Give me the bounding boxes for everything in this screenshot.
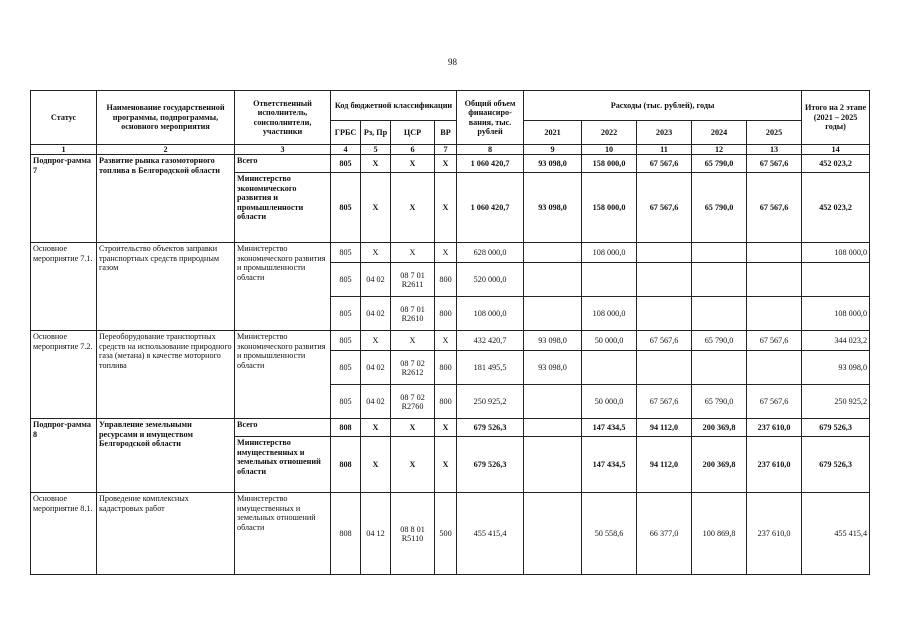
- cell-2021: [524, 297, 582, 331]
- cell-stage-total: 250 925,2: [802, 385, 870, 419]
- cell-total: 520 000,0: [457, 263, 524, 297]
- cell-stage-total: 452 023,2: [802, 173, 870, 243]
- cell-grbs: 805: [331, 173, 361, 243]
- cell-stage-total: 679 526,3: [802, 419, 870, 437]
- row-name: Строительство объектов заправки транспортных средств природным газом: [97, 243, 235, 331]
- header-csr: ЦСР: [391, 121, 435, 145]
- cell-grbs: 805: [331, 351, 361, 385]
- column-number: 11: [637, 145, 692, 155]
- cell-stage-total: 452 023,2: [802, 155, 870, 173]
- cell-rzpr: Х: [361, 173, 391, 243]
- cell-2022: 108 000,0: [582, 297, 637, 331]
- row-status: Основное мероприятие 8.1.: [31, 493, 97, 575]
- cell-2025: 67 567,6: [747, 155, 802, 173]
- row-responsible: Министерство имущественных и земельных отношений области: [235, 493, 331, 575]
- cell-csr: 08 7 01 R2611: [391, 263, 435, 297]
- cell-2023: 67 567,6: [637, 173, 692, 243]
- cell-total: 250 925,2: [457, 385, 524, 419]
- cell-2022: 50 558,6: [582, 493, 637, 575]
- cell-2023: 66 377,0: [637, 493, 692, 575]
- row-responsible: Министерство экономического развития и промышленности области: [235, 243, 331, 331]
- cell-vr: 800: [435, 351, 457, 385]
- cell-2023: 94 112,0: [637, 437, 692, 493]
- cell-2025: [747, 263, 802, 297]
- cell-vr: Х: [435, 331, 457, 351]
- cell-total: 108 000,0: [457, 297, 524, 331]
- cell-rzpr: 04 02: [361, 263, 391, 297]
- cell-2022: [582, 263, 637, 297]
- cell-2025: [747, 243, 802, 263]
- header-status: Статус: [31, 91, 97, 145]
- cell-2021: 93 098,0: [524, 173, 582, 243]
- cell-2025: 67 567,6: [747, 173, 802, 243]
- column-number: 9: [524, 145, 582, 155]
- table-row: [31, 243, 870, 263]
- header-year-2025: 2025: [747, 121, 802, 145]
- header-total: Общий объем финансиро-вания, тыс. рублей: [457, 91, 524, 145]
- cell-rzpr: 04 02: [361, 297, 391, 331]
- cell-2022: 158 000,0: [582, 173, 637, 243]
- cell-csr: Х: [391, 243, 435, 263]
- cell-2022: 147 434,5: [582, 419, 637, 437]
- row-name: Проведение комплексных кадастровых работ: [97, 493, 235, 575]
- row-responsible: Министерство экономического развития и промышленности области: [235, 173, 331, 243]
- column-number: 10: [582, 145, 637, 155]
- cell-2025: 67 567,6: [747, 331, 802, 351]
- cell-total: 628 000,0: [457, 243, 524, 263]
- cell-2025: 67 567,6: [747, 385, 802, 419]
- cell-2022: 50 000,0: [582, 331, 637, 351]
- cell-vr: 500: [435, 493, 457, 575]
- cell-2024: 200 369,8: [692, 419, 747, 437]
- cell-rzpr: Х: [361, 419, 391, 437]
- cell-total: 181 495,5: [457, 351, 524, 385]
- column-number: 14: [802, 145, 870, 155]
- table-row: [31, 419, 870, 437]
- cell-2025: [747, 351, 802, 385]
- cell-vr: Х: [435, 437, 457, 493]
- cell-2025: 237 610,0: [747, 437, 802, 493]
- cell-2025: 237 610,0: [747, 493, 802, 575]
- header-year-2023: 2023: [637, 121, 692, 145]
- header-stage-total: Итого на 2 этапе (2021 – 2025 годы): [802, 91, 870, 145]
- cell-2023: [637, 297, 692, 331]
- row-status: Подпрог-рамма 7: [31, 155, 97, 243]
- column-number: 5: [361, 145, 391, 155]
- cell-2024: [692, 297, 747, 331]
- column-number: 8: [457, 145, 524, 155]
- header-year-2024: 2024: [692, 121, 747, 145]
- column-number: 1: [31, 145, 97, 155]
- column-number: 13: [747, 145, 802, 155]
- cell-2023: [637, 351, 692, 385]
- cell-stage-total: 108 000,0: [802, 243, 870, 263]
- cell-total: 432 420,7: [457, 331, 524, 351]
- table-row: [31, 493, 870, 575]
- cell-vr: 800: [435, 263, 457, 297]
- cell-2023: [637, 243, 692, 263]
- cell-2024: 65 790,0: [692, 155, 747, 173]
- header-responsible: Ответственный исполнитель, соисполнители, участники: [235, 91, 331, 145]
- cell-2023: 94 112,0: [637, 419, 692, 437]
- row-name: Переоборудование транспортных средств на использование природного газа (метана) в качестве моторного топлива: [97, 331, 235, 419]
- column-number: 7: [435, 145, 457, 155]
- budget-table: [30, 90, 870, 575]
- cell-vr: Х: [435, 155, 457, 173]
- cell-2021: [524, 263, 582, 297]
- cell-2024: [692, 351, 747, 385]
- cell-2021: [524, 243, 582, 263]
- cell-2021: 93 098,0: [524, 155, 582, 173]
- cell-2025: 237 610,0: [747, 419, 802, 437]
- cell-2022: [582, 351, 637, 385]
- cell-2022: 158 000,0: [582, 155, 637, 173]
- cell-2021: [524, 385, 582, 419]
- cell-csr: Х: [391, 419, 435, 437]
- table-row: [31, 155, 870, 173]
- cell-rzpr: 04 02: [361, 385, 391, 419]
- cell-total: 679 526,3: [457, 419, 524, 437]
- cell-stage-total: 344 023,2: [802, 331, 870, 351]
- header-year-2021: 2021: [524, 121, 582, 145]
- cell-2023: [637, 263, 692, 297]
- header-code-group: Код бюджетной классификации: [331, 91, 457, 121]
- row-responsible: Всего: [235, 155, 331, 173]
- cell-csr: Х: [391, 173, 435, 243]
- cell-2024: 65 790,0: [692, 173, 747, 243]
- cell-2021: 93 098,0: [524, 331, 582, 351]
- cell-vr: Х: [435, 419, 457, 437]
- cell-grbs: 808: [331, 437, 361, 493]
- cell-2021: [524, 493, 582, 575]
- cell-grbs: 805: [331, 385, 361, 419]
- cell-2024: 100 869,8: [692, 493, 747, 575]
- row-name: Развитие рынка газомоторного топлива в Белгородской области: [97, 155, 235, 243]
- cell-csr: Х: [391, 155, 435, 173]
- cell-stage-total: 93 098,0: [802, 351, 870, 385]
- cell-rzpr: Х: [361, 155, 391, 173]
- cell-stage-total: [802, 263, 870, 297]
- cell-rzpr: Х: [361, 331, 391, 351]
- cell-total: 455 415,4: [457, 493, 524, 575]
- cell-2022: 147 434,5: [582, 437, 637, 493]
- cell-2021: [524, 419, 582, 437]
- cell-grbs: 808: [331, 419, 361, 437]
- cell-2022: 108 000,0: [582, 243, 637, 263]
- cell-total: 679 526,3: [457, 437, 524, 493]
- cell-stage-total: 455 415,4: [802, 493, 870, 575]
- row-responsible: Министерство экономического развития и промышленности области: [235, 331, 331, 419]
- cell-csr: 08 7 02 R2760: [391, 385, 435, 419]
- header-vr: ВР: [435, 121, 457, 145]
- header-name: Наименование государственной программы, подпрограммы, основного мероприятия: [97, 91, 235, 145]
- cell-vr: 800: [435, 385, 457, 419]
- row-status: Основное мероприятие 7.2.: [31, 331, 97, 419]
- cell-2024: [692, 263, 747, 297]
- table-row: [31, 331, 870, 351]
- column-number-row: [31, 145, 870, 155]
- cell-rzpr: 04 02: [361, 351, 391, 385]
- cell-grbs: 808: [331, 493, 361, 575]
- header-rzpr: Рз, Пр: [361, 121, 391, 145]
- column-number: 12: [692, 145, 747, 155]
- column-number: 4: [331, 145, 361, 155]
- cell-2021: [524, 437, 582, 493]
- header-expenses-group: Расходы (тыс. рублей), годы: [524, 91, 802, 121]
- cell-grbs: 805: [331, 331, 361, 351]
- cell-2023: 67 567,6: [637, 385, 692, 419]
- header-grbs: ГРБС: [331, 121, 361, 145]
- cell-csr: 08 7 01 R2610: [391, 297, 435, 331]
- row-status: Подпрог-рамма 8: [31, 419, 97, 493]
- cell-2021: 93 098,0: [524, 351, 582, 385]
- cell-total: 1 060 420,7: [457, 155, 524, 173]
- cell-2022: 50 000,0: [582, 385, 637, 419]
- column-number: 3: [235, 145, 331, 155]
- cell-rzpr: Х: [361, 437, 391, 493]
- cell-grbs: 805: [331, 155, 361, 173]
- cell-csr: Х: [391, 437, 435, 493]
- cell-2024: 65 790,0: [692, 331, 747, 351]
- cell-grbs: 805: [331, 243, 361, 263]
- cell-2024: [692, 243, 747, 263]
- cell-rzpr: 04 12: [361, 493, 391, 575]
- cell-2023: 67 567,6: [637, 331, 692, 351]
- row-responsible: Министерство имущественных и земельных отношений области: [235, 437, 331, 493]
- cell-2024: 65 790,0: [692, 385, 747, 419]
- cell-grbs: 805: [331, 263, 361, 297]
- cell-vr: Х: [435, 173, 457, 243]
- cell-csr: Х: [391, 331, 435, 351]
- page-number: 98: [448, 57, 457, 67]
- cell-vr: Х: [435, 243, 457, 263]
- cell-csr: 08 7 02 R2612: [391, 351, 435, 385]
- cell-total: 1 060 420,7: [457, 173, 524, 243]
- column-number: 2: [97, 145, 235, 155]
- header-year-2022: 2022: [582, 121, 637, 145]
- cell-vr: 800: [435, 297, 457, 331]
- cell-csr: 08 8 01 R5110: [391, 493, 435, 575]
- row-status: Основное мероприятие 7.1.: [31, 243, 97, 331]
- cell-stage-total: 108 000,0: [802, 297, 870, 331]
- column-number: 6: [391, 145, 435, 155]
- cell-2025: [747, 297, 802, 331]
- cell-2024: 200 369,8: [692, 437, 747, 493]
- row-responsible: Всего: [235, 419, 331, 437]
- cell-2023: 67 567,6: [637, 155, 692, 173]
- row-name: Управление земельными ресурсами и имуществом Белгородской области: [97, 419, 235, 493]
- cell-stage-total: 679 526,3: [802, 437, 870, 493]
- cell-rzpr: Х: [361, 243, 391, 263]
- cell-grbs: 805: [331, 297, 361, 331]
